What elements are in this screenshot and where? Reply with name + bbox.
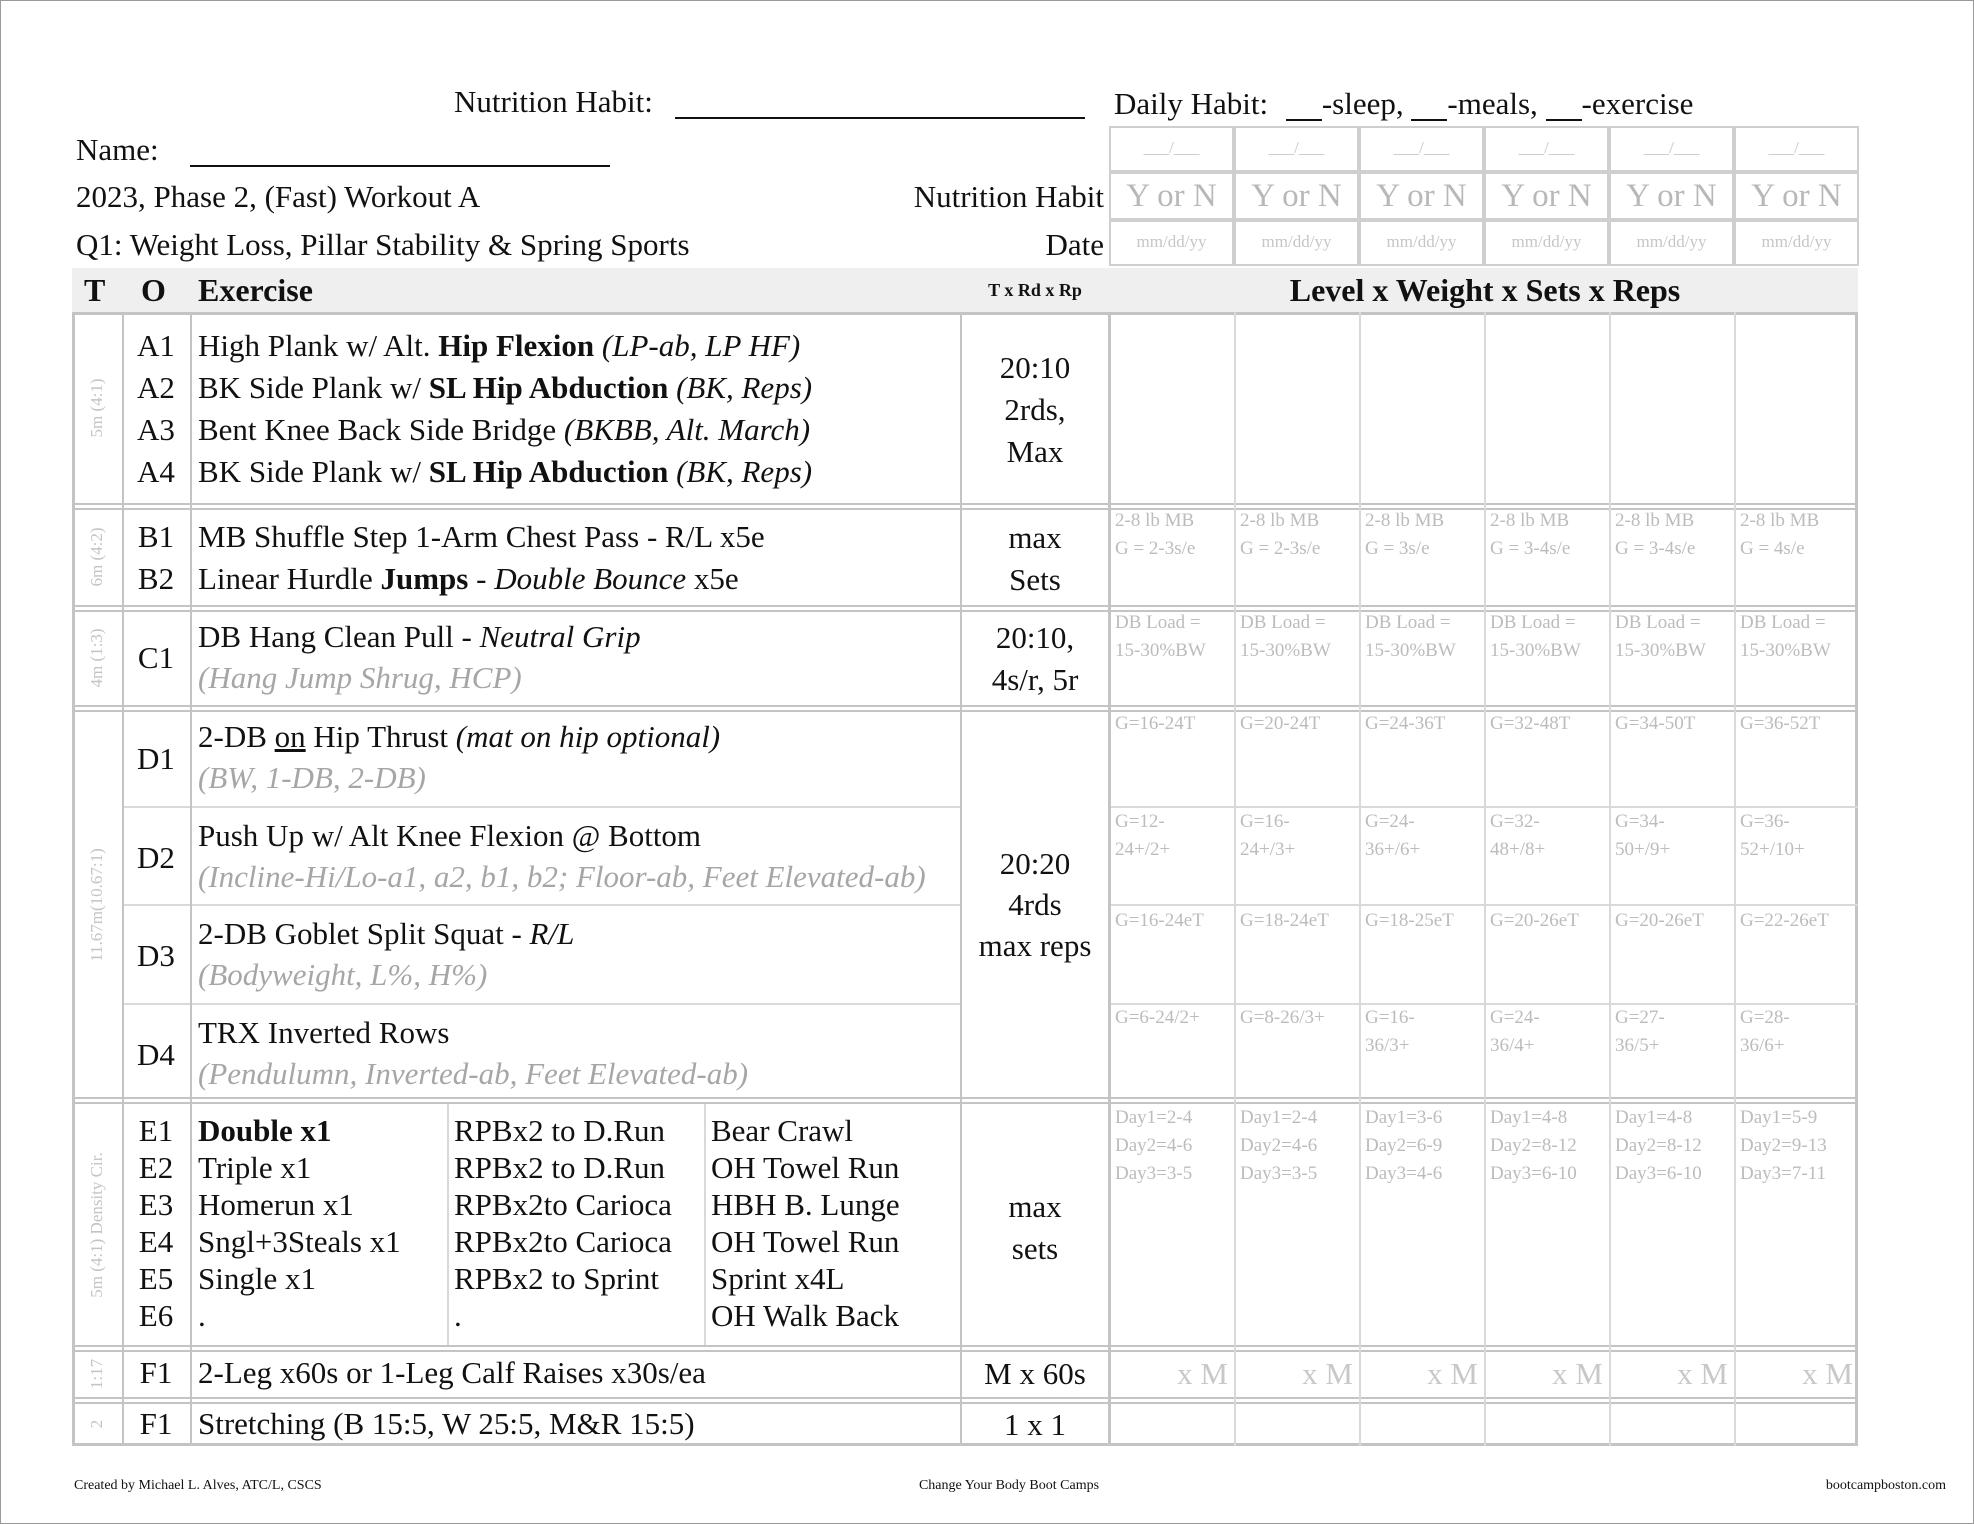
e5-col1: Single x1: [198, 1261, 316, 1296]
code-e1: E1: [138, 1113, 174, 1148]
e6-col1: .: [198, 1298, 206, 1333]
vline-s5: [1734, 312, 1736, 1446]
code-e2: E2: [138, 1150, 174, 1185]
sep-bc-2: [72, 610, 1858, 612]
e2-col1: Triple x1: [198, 1150, 312, 1185]
f1-log-5[interactable]: x M: [1677, 1356, 1728, 1391]
d3-note-2: G=18-24eT: [1240, 910, 1329, 931]
date-field-3[interactable]: mm/dd/yy: [1359, 220, 1484, 266]
sep-de: [72, 1097, 1858, 1099]
block-a-prescription-2: 2rds,: [1004, 392, 1066, 427]
exercise-d3-variations: (Bodyweight, L%, H%): [198, 957, 488, 992]
exercise-b1: MB Shuffle Step 1-Arm Chest Pass - R/L x5e: [198, 519, 765, 554]
f1-log-3[interactable]: x M: [1427, 1356, 1478, 1391]
meals-blank[interactable]: [1411, 88, 1447, 121]
d1-note-5: G=34-50T: [1615, 713, 1696, 734]
code-e3: E3: [138, 1187, 174, 1222]
d1-note-6: G=36-52T: [1740, 713, 1821, 734]
code-e5: E5: [138, 1261, 174, 1296]
nutrition-habit-label: Nutrition Habit:: [454, 84, 653, 119]
exercise-d3: 2-DB Goblet Split Squat - R/L: [198, 916, 575, 951]
sep-ab-2: [72, 508, 1858, 510]
code-a2: A2: [137, 370, 175, 405]
date-field-5[interactable]: mm/dd/yy: [1609, 220, 1734, 266]
block-e-note-2: Day1=2-4 Day2=4-6 Day3=3-5: [1240, 1107, 1318, 1184]
nutrition-habit-field[interactable]: [675, 86, 1085, 119]
code-b1: B1: [137, 519, 175, 554]
block-c-prescription-1: 20:10,: [995, 620, 1075, 655]
block-b-note-1: 2-8 lb MB G = 2-3s/e: [1115, 510, 1196, 559]
col-log-header: Level x Weight x Sets x Reps: [1289, 272, 1681, 308]
code-c1: C1: [137, 640, 175, 675]
date-field-6[interactable]: mm/dd/yy: [1734, 220, 1859, 266]
name-field[interactable]: [190, 134, 610, 167]
exercise-d2-variations: (Incline-Hi/Lo-a1, a2, b1, b2; Floor-ab, Feet Elevated-ab): [198, 859, 926, 894]
d3-note-3: G=18-25eT: [1365, 910, 1454, 931]
block-e-prescription-1: max: [1008, 1189, 1062, 1224]
col-o-header: O: [141, 272, 166, 308]
e4-col1: Sngl+3Steals x1: [198, 1224, 401, 1259]
d4-note-5: G=27- 36/5+: [1615, 1007, 1665, 1056]
exercise-d4-variations: (Pendulumn, Inverted-ab, Feet Elevated-ab): [198, 1056, 749, 1091]
exercise-f1: 2-Leg x60s or 1-Leg Calf Raises x30s/ea: [198, 1355, 706, 1390]
d1-note-2: G=20-24T: [1240, 713, 1321, 734]
session-3-blank[interactable]: ___/___: [1359, 126, 1484, 172]
block-c-note-3: DB Load = 15-30%BW: [1365, 612, 1456, 661]
quarter-line: Q1: Weight Loss, Pillar Stability & Spring Sports: [76, 227, 690, 262]
e3-col1: Homerun x1: [198, 1187, 354, 1222]
session-5-blank[interactable]: ___/___: [1609, 126, 1734, 172]
e5-col3: Sprint x4L: [711, 1261, 845, 1296]
d2-note-4: G=32- 48+/8+: [1490, 811, 1546, 860]
d2-note-3: G=24- 36+/6+: [1365, 811, 1421, 860]
block-c-note-4: DB Load = 15-30%BW: [1490, 612, 1581, 661]
footer-brand: Change Your Body Boot Camps: [918, 1478, 1100, 1493]
code-d3: D3: [137, 938, 175, 973]
block-d-prescription-1: 20:20: [999, 846, 1071, 881]
block-b-prescription-2: Sets: [1009, 562, 1061, 597]
e5-col2: RPBx2 to Sprint: [454, 1261, 659, 1296]
date-field-2[interactable]: mm/dd/yy: [1234, 220, 1359, 266]
daily-habit-line: [1114, 88, 1693, 121]
block-c-note-2: DB Load = 15-30%BW: [1240, 612, 1331, 661]
daily-habit-meals: -meals,: [1447, 86, 1538, 121]
vline-s2: [1359, 312, 1361, 1446]
vline-t: [122, 312, 124, 1446]
e6-col3: OH Walk Back: [711, 1298, 900, 1333]
d3-note-5: G=20-26eT: [1615, 910, 1704, 931]
code-a4: A4: [137, 454, 175, 489]
sep-cd: [72, 705, 1858, 707]
exercise-d2: Push Up w/ Alt Knee Flexion @ Bottom: [198, 818, 702, 853]
nutrition-row-label: Nutrition Habit: [913, 179, 1104, 214]
code-a3: A3: [137, 412, 175, 447]
nutrition-yorn-3[interactable]: Y or N: [1359, 172, 1484, 220]
daily-habit-sleep: -sleep,: [1321, 86, 1404, 121]
sep-cd-2: [72, 710, 1858, 712]
d1-note-3: G=24-36T: [1365, 713, 1446, 734]
code-e6: E6: [138, 1298, 174, 1333]
exercise-a3: Bent Knee Back Side Bridge (BKBB, Alt. March): [198, 412, 811, 447]
block-e-note-3: Day1=3-6 Day2=6-9 Day3=4-6: [1365, 1107, 1443, 1184]
exercise-c1-variations: (Hang Jump Shrug, HCP): [198, 660, 522, 695]
exercise-d1: 2-DB on Hip Thrust (mat on hip optional): [198, 719, 721, 754]
e1-col3: Bear Crawl: [711, 1113, 854, 1148]
block-d-prescription-3: max reps: [978, 928, 1092, 963]
block-e-time: 5m (4:1) Density Cir.: [87, 1152, 106, 1298]
date-field-1[interactable]: mm/dd/yy: [1109, 220, 1234, 266]
sep-d2-d3: [122, 904, 960, 906]
block-c-note-5: DB Load = 15-30%BW: [1615, 612, 1706, 661]
d4-note-4: G=24- 36/4+: [1490, 1007, 1540, 1056]
nutrition-yorn-5[interactable]: Y or N: [1609, 172, 1734, 220]
block-b-note-2: 2-8 lb MB G = 2-3s/e: [1240, 510, 1321, 559]
f1-log-2[interactable]: x M: [1302, 1356, 1353, 1391]
block-e-prescription-2: sets: [1011, 1231, 1059, 1266]
session-6-blank[interactable]: ___/___: [1734, 126, 1859, 172]
block-a-prescription-3: Max: [1006, 434, 1064, 469]
d1-note-1: G=16-24T: [1115, 713, 1196, 734]
name-label: Name:: [76, 132, 159, 167]
f1-log-6[interactable]: x M: [1802, 1356, 1853, 1391]
block-e-note-6: Day1=5-9 Day2=9-13 Day3=7-11: [1740, 1107, 1827, 1184]
nutrition-habit-line: [454, 86, 1085, 119]
sep-ff: [72, 1397, 1858, 1399]
block-f1-time: 1:17: [87, 1358, 106, 1390]
exercise-d4: TRX Inverted Rows: [198, 1015, 450, 1050]
vline-s1: [1234, 312, 1236, 1446]
block-a-prescription-1: 20:10: [999, 350, 1071, 385]
col-exercise-header: Exercise: [198, 272, 313, 308]
d4-note-3: G=16- 36/3+: [1365, 1007, 1415, 1056]
d4-note-1: G=6-24/2+: [1115, 1007, 1200, 1028]
code-d1: D1: [137, 741, 175, 776]
vline-e-col3: [704, 1104, 706, 1345]
block-e-note-5: Day1=4-8 Day2=8-12 Day3=6-10: [1615, 1107, 1702, 1184]
sep-d3-d4: [122, 1003, 960, 1005]
block-f2-prescription: 1 x 1: [1004, 1407, 1066, 1442]
date-row-label: Date: [1045, 227, 1104, 262]
block-c-time: 4m (1:3): [87, 628, 106, 688]
daily-habit-exercise: -exercise: [1581, 86, 1694, 121]
block-d-prescription-2: 4rds: [1008, 887, 1062, 922]
exercise-a2: BK Side Plank w/ SL Hip Abduction (BK, Reps): [198, 370, 813, 405]
exercise-b2: Linear Hurdle Jumps - Double Bounce x5e: [198, 561, 739, 596]
exercise-a4: BK Side Plank w/ SL Hip Abduction (BK, Reps): [198, 454, 813, 489]
code-e4: E4: [138, 1224, 174, 1259]
nutrition-yorn-4[interactable]: Y or N: [1484, 172, 1609, 220]
name-line: [76, 134, 610, 167]
session-2-blank[interactable]: ___/___: [1234, 126, 1359, 172]
code-a1: A1: [137, 328, 175, 363]
d3-note-6: G=22-26eT: [1740, 910, 1829, 931]
block-e-note-4: Day1=4-8 Day2=8-12 Day3=6-10: [1490, 1107, 1577, 1184]
workout-title: 2023, Phase 2, (Fast) Workout A: [76, 179, 481, 214]
f1-log-4[interactable]: x M: [1552, 1356, 1603, 1391]
sleep-blank[interactable]: [1286, 88, 1322, 121]
exercise-a1: High Plank w/ Alt. Hip Flexion (LP-ab, LP HF): [198, 328, 801, 363]
vline-e-col2: [447, 1104, 449, 1345]
date-field-4[interactable]: mm/dd/yy: [1484, 220, 1609, 266]
nutrition-yorn-2[interactable]: Y or N: [1234, 172, 1359, 220]
session-1-blank[interactable]: ___/___: [1109, 126, 1234, 172]
d2-note-2: G=16- 24+/3+: [1240, 811, 1296, 860]
vline-o: [190, 312, 192, 1446]
block-c-note-1: DB Load = 15-30%BW: [1115, 612, 1206, 661]
d4-note-6: G=28- 36/6+: [1740, 1007, 1790, 1056]
block-b-note-4: 2-8 lb MB G = 3-4s/e: [1490, 510, 1571, 559]
e2-col2: RPBx2 to D.Run: [454, 1150, 666, 1185]
block-b-note-6: 2-8 lb MB G = 4s/e: [1740, 510, 1820, 559]
d2-note-6: G=36- 52+/10+: [1740, 811, 1805, 860]
e1-col2: RPBx2 to D.Run: [454, 1113, 666, 1148]
block-d-time: 11.67m(10.67:1): [87, 848, 106, 962]
nutrition-yorn-1[interactable]: Y or N: [1109, 172, 1234, 220]
d4-note-2: G=8-26/3+: [1240, 1007, 1325, 1028]
d3-note-4: G=20-26eT: [1490, 910, 1579, 931]
code-f2: F1: [139, 1406, 173, 1441]
f1-log-1[interactable]: x M: [1177, 1356, 1228, 1391]
exercise-stretching: Stretching (B 15:5, W 25:5, M&R 15:5): [198, 1406, 695, 1441]
code-d4: D4: [137, 1037, 175, 1072]
block-a-time: 5m (4:1): [87, 378, 106, 438]
e4-col2: RPBx2to Carioca: [454, 1224, 672, 1259]
col-t-header: T: [84, 272, 106, 308]
footer-credit: Created by Michael L. Alves, ATC/L, CSCS: [74, 1478, 322, 1493]
block-b-note-3: 2-8 lb MB G = 3s/e: [1365, 510, 1445, 559]
col-txrdxrp-header: T x Rd x Rp: [988, 280, 1082, 300]
block-f2-time: 2: [87, 1419, 106, 1429]
daily-habit-label: Daily Habit:: [1114, 86, 1269, 121]
sep-ef: [72, 1345, 1858, 1347]
sep-d1-d2: [122, 806, 960, 808]
block-e-note-1: Day1=2-4 Day2=4-6 Day3=3-5: [1115, 1107, 1193, 1184]
e3-col2: RPBx2to Carioca: [454, 1187, 672, 1222]
exercise-c1: DB Hang Clean Pull - Neutral Grip: [198, 619, 641, 654]
block-b-time: 6m (4:2): [87, 527, 106, 587]
code-f1: F1: [139, 1355, 173, 1390]
footer-url[interactable]: bootcampboston.com: [1825, 1478, 1946, 1493]
block-b-prescription-1: max: [1008, 520, 1062, 555]
code-d2: D2: [137, 840, 175, 875]
e1-col1: Double x1: [198, 1113, 332, 1148]
session-4-blank[interactable]: ___/___: [1484, 126, 1609, 172]
e6-col2: .: [454, 1298, 462, 1333]
sep-ab: [72, 503, 1858, 505]
d3-note-1: G=16-24eT: [1115, 910, 1204, 931]
exercise-blank[interactable]: [1546, 88, 1582, 121]
exercise-d1-variations: (BW, 1-DB, 2-DB): [198, 760, 426, 795]
d2-note-5: G=34- 50+/9+: [1615, 811, 1671, 860]
code-b2: B2: [137, 561, 175, 596]
e3-col3: HBH B. Lunge: [711, 1187, 900, 1222]
vline-s3: [1484, 312, 1486, 1446]
d2-note-1: G=12- 24+/2+: [1115, 811, 1171, 860]
block-f1-prescription: M x 60s: [984, 1356, 1086, 1391]
e2-col3: OH Towel Run: [711, 1150, 900, 1185]
sep-de-2: [72, 1102, 1858, 1104]
sep-bc: [72, 605, 1858, 607]
block-b-note-5: 2-8 lb MB G = 3-4s/e: [1615, 510, 1696, 559]
nutrition-yorn-6[interactable]: Y or N: [1734, 172, 1859, 220]
block-c-note-6: DB Load = 15-30%BW: [1740, 612, 1831, 661]
d1-note-4: G=32-48T: [1490, 713, 1571, 734]
block-c-prescription-2: 4s/r, 5r: [991, 662, 1079, 697]
vline-s4: [1609, 312, 1611, 1446]
e4-col3: OH Towel Run: [711, 1224, 900, 1259]
